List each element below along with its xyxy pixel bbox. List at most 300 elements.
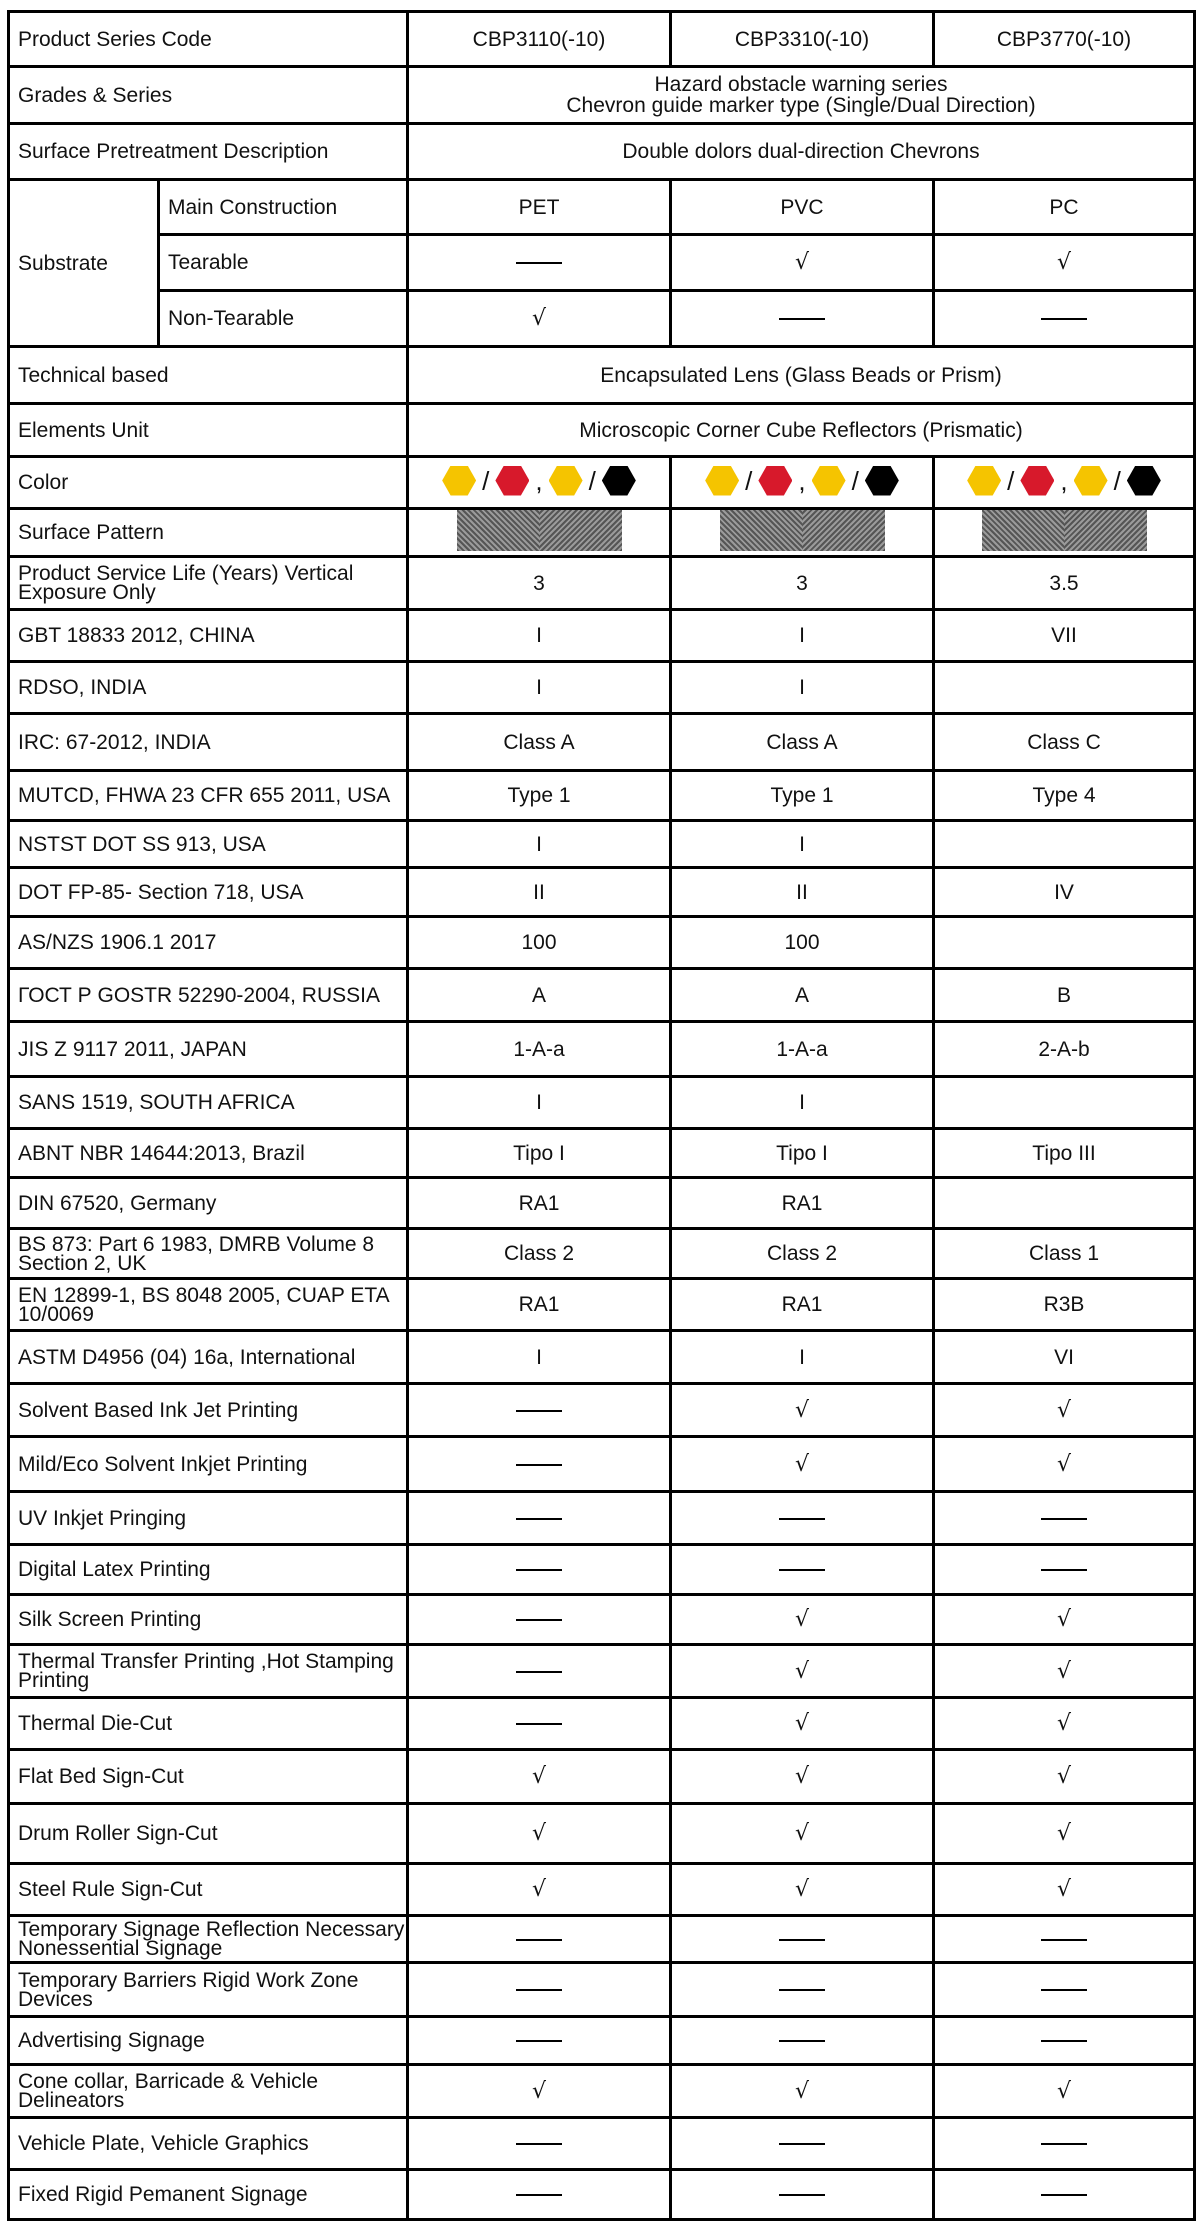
cell-value: I	[799, 624, 805, 647]
table-row	[9, 917, 1195, 969]
cell	[408, 1331, 671, 1384]
row-grades-series	[9, 67, 1195, 124]
cell-value: IV	[1054, 880, 1074, 904]
cell	[934, 1645, 1195, 1698]
dash-icon	[779, 2194, 825, 2196]
check-icon: √	[1056, 1877, 1072, 1902]
cell-value: II	[533, 880, 545, 904]
table-row	[9, 1804, 1195, 1864]
check-icon: √	[1056, 1397, 1072, 1423]
cell-value: RA1	[518, 1293, 560, 1316]
row-label: BS 873: Part 6 1983, DMRB Volume 8 Section 2, UK	[9, 1229, 408, 1279]
table-row	[9, 1022, 1195, 1077]
table-row	[9, 1595, 1195, 1645]
color-swatch-group	[705, 466, 899, 496]
hexagon-swatch-icon	[1127, 466, 1161, 496]
cell	[934, 2118, 1195, 2170]
cell	[934, 969, 1195, 1022]
row-label: ГОСТ Р GOSTR 52290-2004, RUSSIA	[9, 969, 408, 1022]
dash-icon	[1041, 1518, 1087, 1520]
cell	[408, 2118, 671, 2170]
row-label: Temporary Barriers Rigid Work Zone Devices	[9, 1963, 408, 2017]
row-label: Grades & Series	[9, 67, 408, 124]
dash-icon	[516, 2040, 562, 2042]
cell-value: 2-A-b	[1038, 1037, 1090, 1061]
table-row	[9, 1178, 1195, 1229]
dash-icon	[516, 1518, 562, 1520]
cell	[671, 1750, 934, 1804]
row-label: Fixed Rigid Pemanent Signage	[9, 2170, 408, 2220]
cell	[408, 235, 671, 291]
cell-value: Class A	[503, 730, 575, 754]
pattern-cell	[408, 509, 671, 557]
table-row	[9, 714, 1195, 771]
row-label: RDSO, INDIA	[9, 662, 408, 714]
cell	[671, 771, 934, 821]
cell	[408, 1864, 671, 1916]
cell-value: Type 1	[507, 784, 571, 807]
hexagon-swatch-icon	[602, 466, 636, 496]
cell-value: PVC	[780, 195, 824, 219]
cell	[671, 1916, 934, 1963]
cell	[934, 1022, 1195, 1077]
cell-value: I	[799, 676, 805, 699]
cell-value: VI	[1054, 1345, 1074, 1369]
row-elements-unit	[9, 404, 1195, 457]
cell	[934, 2065, 1195, 2118]
cell	[671, 1384, 934, 1437]
color-swatch-group	[967, 466, 1161, 496]
cell-value: RA1	[518, 1191, 560, 1215]
row-label: AS/NZS 1906.1 2017	[9, 917, 408, 969]
cell	[408, 868, 671, 917]
swatch-separator: /	[1007, 465, 1015, 496]
row-label: NSTST DOT SS 913, USA	[9, 821, 408, 868]
cell-value: A	[794, 983, 809, 1007]
cell	[934, 1916, 1195, 1963]
cell-value: I	[536, 1345, 542, 1369]
cell	[408, 2017, 671, 2065]
table-row	[9, 662, 1195, 714]
hexagon-swatch-icon	[758, 466, 792, 496]
cell	[408, 969, 671, 1022]
cell	[934, 714, 1195, 771]
cell-value: 3.5	[1049, 571, 1079, 595]
cell-value: Class 2	[503, 1242, 575, 1265]
table-row	[9, 2017, 1195, 2065]
row-label: Product Service Life (Years) Vertical Exposure Only	[9, 557, 408, 610]
cell	[671, 610, 934, 662]
cell	[408, 771, 671, 821]
cell	[934, 180, 1195, 235]
cell	[408, 821, 671, 868]
dash-icon	[1041, 2143, 1087, 2145]
table-row	[9, 821, 1195, 868]
table-row	[9, 2065, 1195, 2118]
cell	[671, 1804, 934, 1864]
row-surface-pretreatment	[9, 124, 1195, 180]
cell	[934, 235, 1195, 291]
table-row	[9, 868, 1195, 917]
hexagon-swatch-icon	[1074, 466, 1108, 496]
cell	[671, 2118, 934, 2170]
table-row	[9, 969, 1195, 1022]
cell	[408, 917, 671, 969]
check-icon: √	[531, 306, 547, 331]
cell	[671, 821, 934, 868]
table-row	[9, 1545, 1195, 1595]
check-icon: √	[794, 1397, 810, 1423]
check-icon: √	[1056, 1764, 1072, 1789]
series-code-2: CBP3310(-10)	[671, 12, 934, 67]
cell-value: 1-A-a	[776, 1037, 828, 1061]
cell	[934, 662, 1195, 714]
cell-value: II	[796, 880, 808, 904]
check-icon: √	[794, 250, 810, 275]
row-label: ABNT NBR 14644:2013, Brazil	[9, 1129, 408, 1178]
table-row	[9, 1384, 1195, 1437]
cell	[671, 868, 934, 917]
cell-value: R3B	[1043, 1293, 1085, 1316]
cell	[934, 1963, 1195, 2017]
check-icon: √	[794, 2078, 810, 2104]
cell-value: Class A	[766, 730, 838, 754]
cell-value: Tipo I	[513, 1141, 565, 1165]
row-label: Cone collar, Barricade & Vehicle Delineators	[9, 2065, 408, 2118]
dash-icon	[1041, 2194, 1087, 2196]
dash-icon	[779, 1569, 825, 1571]
row-label: UV Inkjet Pringing	[9, 1492, 408, 1545]
row-label: Surface Pretreatment Description	[9, 124, 408, 180]
color-swatches	[671, 457, 934, 509]
cell	[671, 1229, 934, 1279]
cell	[671, 1645, 934, 1698]
cell	[934, 771, 1195, 821]
dash-icon	[1041, 1569, 1087, 1571]
row-label: Surface Pattern	[9, 509, 408, 557]
cell	[408, 610, 671, 662]
dash-icon	[1041, 2040, 1087, 2042]
cell	[408, 1750, 671, 1804]
row-label: Tearable	[159, 235, 408, 291]
cell-value: 100	[784, 931, 820, 954]
cell	[671, 1492, 934, 1545]
row-label: MUTCD, FHWA 23 CFR 655 2011, USA	[9, 771, 408, 821]
table-row	[9, 1492, 1195, 1545]
row-label: Vehicle Plate, Vehicle Graphics	[9, 2118, 408, 2170]
cell-value: I	[536, 1091, 542, 1114]
table-row	[9, 1229, 1195, 1279]
cell	[408, 2170, 671, 2220]
cell	[934, 291, 1195, 347]
check-icon: √	[1056, 1658, 1072, 1684]
cell-value: A	[531, 983, 546, 1007]
cell	[934, 1178, 1195, 1229]
row-label: GBT 18833 2012, CHINA	[9, 610, 408, 662]
dash-icon	[779, 1518, 825, 1520]
row-label: Silk Screen Printing	[9, 1595, 408, 1645]
row-surface-pattern	[9, 509, 1195, 557]
check-icon: √	[794, 1607, 810, 1632]
spec-table	[7, 10, 1196, 2221]
hexagon-swatch-icon	[495, 466, 529, 496]
table-row	[9, 1698, 1195, 1750]
table-row	[9, 1750, 1195, 1804]
table-row	[9, 1279, 1195, 1331]
cell	[408, 1229, 671, 1279]
hexagon-swatch-icon	[549, 466, 583, 496]
dash-icon	[1041, 1939, 1087, 1941]
dash-icon	[516, 1939, 562, 1941]
dash-icon	[516, 1464, 562, 1466]
dash-icon	[779, 1939, 825, 1941]
cell	[408, 180, 671, 235]
cell	[934, 1545, 1195, 1595]
hexagon-swatch-icon	[865, 466, 899, 496]
cell	[934, 2017, 1195, 2065]
cell	[934, 1864, 1195, 1916]
swatch-separator: ,	[535, 465, 543, 496]
check-icon: √	[794, 1877, 810, 1902]
row-technical-based	[9, 347, 1195, 404]
cell	[671, 714, 934, 771]
cell	[934, 821, 1195, 868]
row-label: Color	[9, 457, 408, 509]
cell	[934, 1279, 1195, 1331]
cell	[934, 1129, 1195, 1178]
row-label: Main Construction	[159, 180, 408, 235]
cell	[408, 1129, 671, 1178]
dash-icon	[516, 1723, 562, 1725]
row-label: Solvent Based Ink Jet Printing	[9, 1384, 408, 1437]
row-label: Temporary Signage Reflection Necessary Nonessential Signage	[9, 1916, 408, 1963]
row-label: DOT FP-85- Section 718, USA	[9, 868, 408, 917]
dash-icon	[516, 1671, 562, 1673]
row-label: SANS 1519, SOUTH AFRICA	[9, 1077, 408, 1129]
table-row	[9, 1331, 1195, 1384]
row-label: DIN 67520, Germany	[9, 1178, 408, 1229]
row-product-series-code	[9, 12, 1195, 67]
cell-value: Type 4	[1032, 784, 1096, 807]
check-icon: √	[794, 1451, 810, 1477]
cell	[934, 1077, 1195, 1129]
table-row	[9, 1437, 1195, 1492]
cell-value: RA1	[781, 1191, 823, 1215]
check-icon: √	[1056, 1451, 1072, 1477]
cell	[671, 1279, 934, 1331]
cell-value: PET	[518, 195, 560, 219]
cell	[671, 2170, 934, 2220]
row-label: Non-Tearable	[159, 291, 408, 347]
swatch-separator: /	[588, 465, 596, 496]
hexagon-swatch-icon	[967, 466, 1001, 496]
dash-icon	[516, 1989, 562, 1991]
chevron-pattern-icon	[982, 510, 1147, 551]
cell	[934, 610, 1195, 662]
table-row	[9, 771, 1195, 821]
cell	[671, 662, 934, 714]
row-label: IRC: 67-2012, INDIA	[9, 714, 408, 771]
cell	[408, 1437, 671, 1492]
cell-value: I	[799, 832, 805, 856]
cell	[408, 1384, 671, 1437]
cell	[934, 1750, 1195, 1804]
substrate-label: Substrate	[9, 180, 159, 347]
cell	[408, 1698, 671, 1750]
cell	[408, 714, 671, 771]
elements-value: Microscopic Corner Cube Reflectors (Prismatic)	[408, 404, 1195, 457]
cell	[408, 1178, 671, 1229]
row-label: Thermal Transfer Printing ,Hot Stamping Printing	[9, 1645, 408, 1698]
pattern-cell	[671, 509, 934, 557]
cell	[671, 1963, 934, 2017]
cell	[408, 1077, 671, 1129]
cell	[934, 917, 1195, 969]
hexagon-swatch-icon	[1020, 466, 1054, 496]
row-label: ASTM D4956 (04) 16a, International	[9, 1331, 408, 1384]
cell-value: I	[799, 1091, 805, 1114]
grades-line-1: Hazard obstacle warning series	[654, 73, 948, 96]
cell	[934, 1384, 1195, 1437]
cell	[671, 1331, 934, 1384]
check-icon: √	[1056, 1711, 1072, 1736]
cell	[408, 662, 671, 714]
cell	[671, 557, 934, 610]
row-tearable	[9, 235, 1195, 291]
cell	[671, 180, 934, 235]
cell-value: 3	[533, 571, 545, 595]
dash-icon	[516, 1569, 562, 1571]
pretreatment-value: Double dolors dual-direction Chevrons	[408, 124, 1195, 180]
table-row	[9, 2170, 1195, 2220]
check-icon: √	[1056, 2078, 1072, 2104]
color-swatch-group	[442, 466, 636, 496]
swatch-separator: ,	[798, 465, 806, 496]
dash-icon	[516, 2143, 562, 2145]
cell	[671, 2017, 934, 2065]
cell	[408, 1963, 671, 2017]
cell	[408, 557, 671, 610]
chevron-pattern-icon	[720, 510, 885, 551]
technical-value: Encapsulated Lens (Glass Beads or Prism)	[408, 347, 1195, 404]
row-label: Steel Rule Sign-Cut	[9, 1864, 408, 1916]
row-label: Advertising Signage	[9, 2017, 408, 2065]
cell	[934, 557, 1195, 610]
table-row	[9, 1645, 1195, 1698]
cell-value: I	[536, 676, 542, 699]
cell	[671, 1595, 934, 1645]
hexagon-swatch-icon	[705, 466, 739, 496]
row-label: Product Series Code	[9, 12, 408, 67]
cell	[671, 1698, 934, 1750]
cell-value: Class 1	[1028, 1242, 1100, 1265]
cell	[934, 2170, 1195, 2220]
cell	[408, 1645, 671, 1698]
row-label: Thermal Die-Cut	[9, 1698, 408, 1750]
cell	[671, 1022, 934, 1077]
cell	[408, 1279, 671, 1331]
cell	[671, 1178, 934, 1229]
dash-icon	[1041, 1989, 1087, 1991]
grades-value	[408, 67, 1195, 124]
cell	[671, 917, 934, 969]
table-row	[9, 1129, 1195, 1178]
row-label: Elements Unit	[9, 404, 408, 457]
cell-value: 3	[796, 571, 808, 595]
check-icon: √	[1056, 1607, 1072, 1632]
grades-line-2: Chevron guide marker type (Single/Dual Direction)	[566, 94, 1036, 117]
dash-icon	[1041, 318, 1087, 320]
check-icon: √	[794, 1658, 810, 1684]
table-row	[9, 2118, 1195, 2170]
cell	[408, 291, 671, 347]
table-row	[9, 1864, 1195, 1916]
color-swatches	[408, 457, 671, 509]
cell	[408, 2065, 671, 2118]
swatch-separator: /	[1113, 465, 1121, 496]
dash-icon	[779, 2040, 825, 2042]
cell	[408, 1545, 671, 1595]
cell	[671, 1545, 934, 1595]
row-main-construction	[9, 180, 1195, 235]
cell	[671, 291, 934, 347]
cell	[934, 1804, 1195, 1864]
hexagon-swatch-icon	[812, 466, 846, 496]
cell	[408, 1804, 671, 1864]
check-icon: √	[531, 1877, 547, 1902]
cell	[934, 1331, 1195, 1384]
cell	[671, 235, 934, 291]
cell	[934, 1595, 1195, 1645]
cell-value: RA1	[781, 1293, 823, 1316]
cell	[934, 868, 1195, 917]
swatch-separator: /	[745, 465, 753, 496]
row-label: Drum Roller Sign-Cut	[9, 1804, 408, 1864]
dash-icon	[779, 318, 825, 320]
row-label: EN 12899-1, BS 8048 2005, CUAP ETA 10/0069	[9, 1279, 408, 1331]
hexagon-swatch-icon	[442, 466, 476, 496]
row-label: Mild/Eco Solvent Inkjet Printing	[9, 1437, 408, 1492]
cell	[671, 2065, 934, 2118]
series-code-1: CBP3110(-10)	[408, 12, 671, 67]
cell-value: Tipo III	[1032, 1141, 1096, 1165]
row-label: Technical based	[9, 347, 408, 404]
check-icon: √	[531, 1764, 547, 1789]
cell-value: Tipo I	[776, 1141, 828, 1165]
cell	[934, 1229, 1195, 1279]
cell-value: I	[799, 1345, 805, 1369]
cell	[671, 969, 934, 1022]
check-icon: √	[1056, 250, 1072, 275]
dash-icon	[516, 2194, 562, 2196]
dash-icon	[779, 2143, 825, 2145]
chevron-pattern-icon	[457, 510, 622, 551]
table-row	[9, 1077, 1195, 1129]
cell-value: I	[536, 624, 542, 647]
swatch-separator: ,	[1060, 465, 1068, 496]
row-label: Flat Bed Sign-Cut	[9, 1750, 408, 1804]
dash-icon	[516, 1410, 562, 1412]
row-non-tearable	[9, 291, 1195, 347]
cell	[408, 1492, 671, 1545]
cell	[671, 1437, 934, 1492]
table-row	[9, 610, 1195, 662]
dash-icon	[516, 262, 562, 264]
series-code-3: CBP3770(-10)	[934, 12, 1195, 67]
row-label: JIS Z 9117 2011, JAPAN	[9, 1022, 408, 1077]
table-row	[9, 1916, 1195, 1963]
cell-value: B	[1056, 983, 1071, 1007]
